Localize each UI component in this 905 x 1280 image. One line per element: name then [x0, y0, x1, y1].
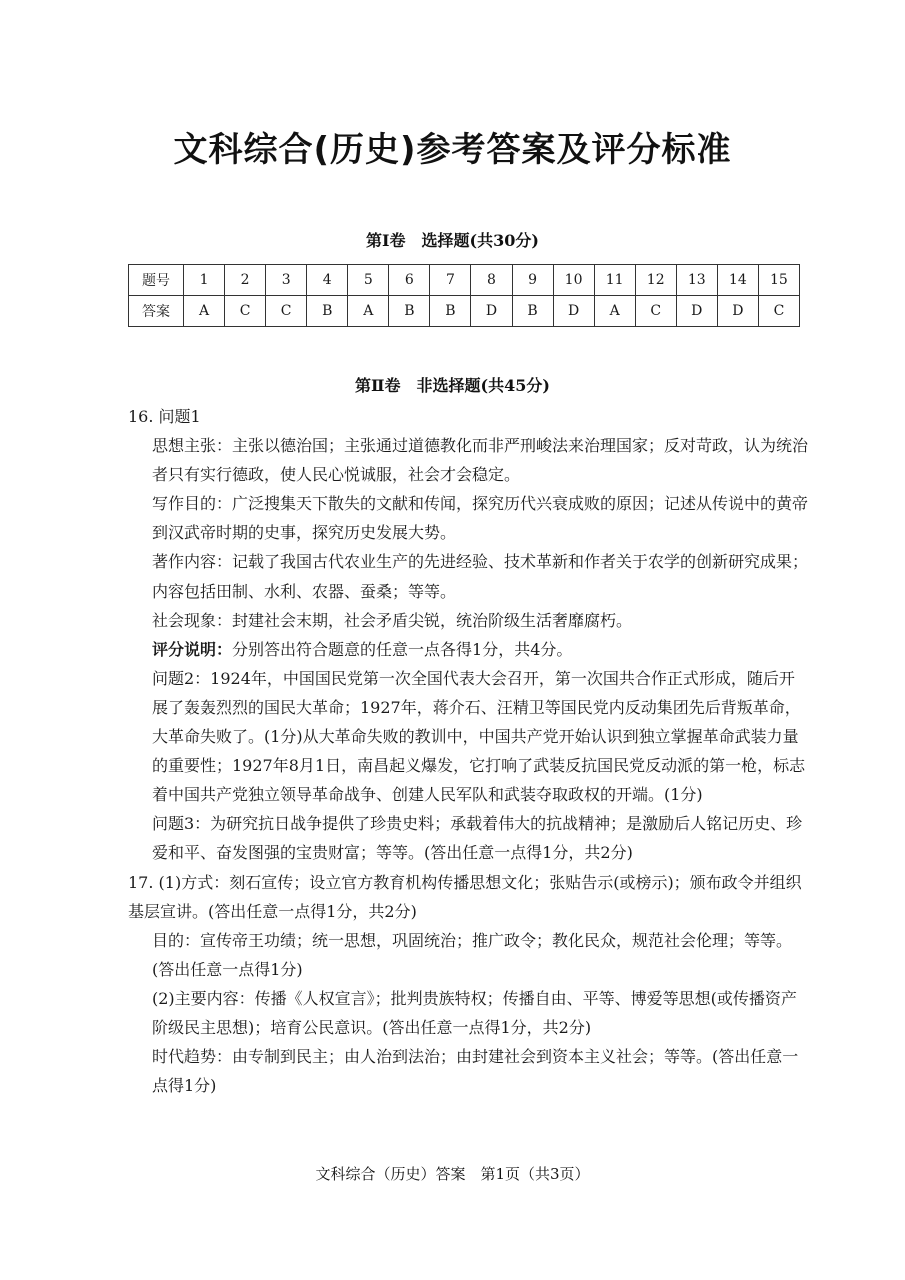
question-number-cell: 7	[430, 265, 471, 296]
answer-cell: B	[512, 296, 553, 327]
page-title: 文科综合(历史)参考答案及评分标准	[173, 130, 732, 170]
question-number-cell: 5	[348, 265, 389, 296]
question-number-cell: 13	[676, 265, 717, 296]
row-label-numbers: 题号	[129, 265, 184, 296]
question-number-cell: 15	[758, 265, 799, 296]
page-footer: 文科综合（历史）答案 第1页（共3页）	[315, 1165, 590, 1183]
answer-table	[128, 264, 800, 327]
q16-label: 16. 问题1	[128, 407, 201, 426]
question-number-cell: 12	[635, 265, 676, 296]
q17-part-2-trend: 时代趋势：由专制到民主；由人治到法治；由封建社会到资本主义社会；等等。(答出任意一点得1分)	[152, 1047, 799, 1096]
question-number-cell: 2	[225, 265, 266, 296]
table-row-answers	[129, 296, 800, 327]
question-number-cell: 11	[594, 265, 635, 296]
answer-cell: C	[758, 296, 799, 327]
question-number-cell: 10	[553, 265, 594, 296]
answer-cell: D	[553, 296, 594, 327]
q17-part-1-purpose: 目的：宣传帝王功绩；统一思想，巩固统治；推广政令；教化民众，规范社会伦理；等等。(答出任意一点得1分)	[152, 930, 793, 979]
question-number-cell: 8	[471, 265, 512, 296]
table-row-numbers	[129, 265, 800, 296]
answer-cell: D	[471, 296, 512, 327]
q17-part-1-method: 17. (1)方式：刻石宣传；设立官方教育机构传播思想文化；张贴告示(或榜示)；颁布政令并组织基层宣讲。(答出任意一点得1分，共2分)	[128, 872, 802, 921]
section-1-heading: 第Ⅰ卷 选择题(共30分)	[366, 231, 539, 250]
section-2-heading: 第Ⅱ卷 非选择题(共45分)	[355, 376, 550, 395]
answer-cell: C	[225, 296, 266, 327]
answer-cell: D	[717, 296, 758, 327]
answer-cell: A	[594, 296, 635, 327]
q17-part-2-content: (2)主要内容：传播《人权宣言》；批判贵族特权；传播自由、平等、博爱等思想(或传播资产阶级民主思想)；培育公民意识。(答出任意一点得1分，共2分)	[152, 988, 797, 1037]
answer-cell: C	[266, 296, 307, 327]
answer-body	[128, 402, 808, 1100]
q16-idea: 思想主张：主张以德治国；主张通过道德教化而非严刑峻法来治理国家；反对苛政，认为统治者只有实行德政，使人民心悦诚服，社会才会稳定。	[152, 436, 809, 485]
q16-phenomenon: 社会现象：封建社会末期，社会矛盾尖锐，统治阶级生活奢靡腐朽。	[152, 610, 633, 630]
question-number-cell: 3	[266, 265, 307, 296]
question-number-cell: 14	[717, 265, 758, 296]
q16-scoring-note	[128, 635, 808, 664]
question-number-cell: 1	[184, 265, 225, 296]
scoring-note-label: 评分说明：	[152, 639, 233, 659]
q16-content: 著作内容：记载了我国古代农业生产的先进经验、技术革新和作者关于农学的创新研究成果；内容包括田制、水利、农器、蚕桑；等等。	[152, 552, 809, 601]
answer-cell: B	[307, 296, 348, 327]
row-label-answers: 答案	[129, 296, 184, 327]
answer-cell: C	[635, 296, 676, 327]
answer-cell: D	[676, 296, 717, 327]
q16-question-3: 问题3：为研究抗日战争提供了珍贵史料；承载着伟大的抗战精神；是激励后人铭记历史、珍爱和平、奋发图强的宝贵财富；等等。(答出任意一点得1分，共2分)	[152, 814, 803, 863]
question-number-cell: 9	[512, 265, 553, 296]
q16-question-2: 问题2：1924年，中国国民党第一次全国代表大会召开，第一次国共合作正式形成，随后开展了轰轰烈烈的国民大革命；1927年，蒋介石、汪精卫等国民党内反动集团先后背叛革命，大革命失败了。(1分)从大革命失败的教训中，中国共产党开始认识到独立掌握革命武装力量的重要性；1927年8月1日，南昌起义爆发，它打响了武装反抗国民党反动派的第一枪，标志着中国共产党独立领导革命战争、创建人民军队和武装夺取政权的开端。(1分)	[152, 668, 806, 805]
question-number-cell: 4	[307, 265, 348, 296]
answer-cell: A	[348, 296, 389, 327]
question-number-cell: 6	[389, 265, 430, 296]
answer-cell: A	[184, 296, 225, 327]
scoring-note-text: 分别答出符合题意的任意一点各得1分，共4分。	[232, 639, 573, 659]
q16-purpose: 写作目的：广泛搜集天下散失的文献和传闻，探究历代兴衰成败的原因；记述从传说中的黄帝到汉武帝时期的史事，探究历史发展大势。	[152, 494, 809, 543]
answer-cell: B	[389, 296, 430, 327]
answer-cell: B	[430, 296, 471, 327]
